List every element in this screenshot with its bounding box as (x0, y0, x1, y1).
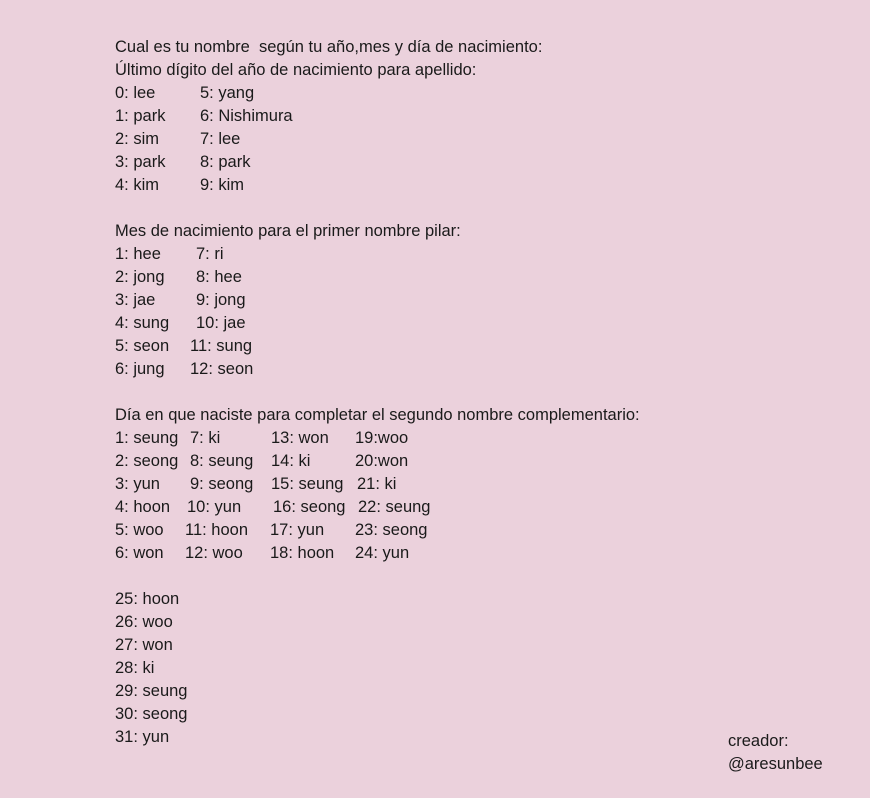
first-name-row (115, 358, 815, 381)
document-body (115, 36, 815, 749)
first-name-entry: 10: jae (196, 314, 246, 332)
second-name-row (115, 427, 815, 450)
second-name-entry: 19:woo (355, 429, 409, 447)
second-name-entry: 9: seong (190, 475, 254, 493)
first-name-row (115, 312, 815, 335)
second-name-entry: 20:won (355, 452, 409, 470)
first-name-row (115, 243, 815, 266)
second-name-entry: 1: seung (115, 429, 179, 447)
first-name-entry: 8: hee (196, 268, 242, 286)
second-name-entry: 15: seung (271, 475, 344, 493)
second-name-entry: 13: won (271, 429, 329, 447)
creator-handle: @aresunbee (728, 755, 823, 773)
second-name-row (115, 519, 815, 542)
surname-entry: 3: park (115, 153, 166, 171)
second-name-entry: 21: ki (357, 475, 397, 493)
creator-credit (728, 730, 823, 776)
surname-entry: 8: park (200, 153, 251, 171)
surname-entry: 0: lee (115, 84, 156, 102)
surname-row (115, 82, 815, 105)
second-name-entry: 2: seong (115, 452, 179, 470)
surname-row (115, 128, 815, 151)
second-name-entry: 17: yun (270, 521, 325, 539)
surname-entry: 5: yang (200, 84, 255, 102)
second-name-entry: 22: seung (358, 498, 431, 516)
second-name-entry: 18: hoon (270, 544, 335, 562)
list-item: 28: ki (115, 659, 155, 677)
second-name-entry: 16: seong (273, 498, 346, 516)
second-name-extra-list (115, 588, 815, 749)
second-name-entry: 3: yun (115, 475, 160, 493)
first-name-entry: 1: hee (115, 245, 161, 263)
first-name-row (115, 266, 815, 289)
second-name-entry: 23: seong (355, 521, 428, 539)
second-name-entry: 5: woo (115, 521, 164, 539)
first-name-row (115, 335, 815, 358)
second-name-table (115, 427, 815, 565)
first-name-entry: 3: jae (115, 291, 156, 309)
second-name-entry: 4: hoon (115, 498, 171, 516)
first-name-entry: 5: seon (115, 337, 170, 355)
list-item: 25: hoon (115, 590, 180, 608)
second-name-entry: 14: ki (271, 452, 311, 470)
spacer (115, 381, 815, 404)
surname-table (115, 82, 815, 197)
surname-row (115, 105, 815, 128)
second-name-row (115, 473, 815, 496)
spacer (115, 565, 815, 588)
second-name-row (115, 496, 815, 519)
first-name-entry: 7: ri (196, 245, 224, 263)
surname-entry: 9: kim (200, 176, 245, 194)
second-name-entry: 24: yun (355, 544, 410, 562)
first-name-entry: 2: jong (115, 268, 165, 286)
second-name-row (115, 450, 815, 473)
surname-entry: 4: kim (115, 176, 160, 194)
surname-entry: 1: park (115, 107, 166, 125)
list-item: 29: seung (115, 682, 188, 700)
first-name-entry: 6: jung (115, 360, 165, 378)
second-name-entry: 11: hoon (185, 521, 249, 539)
list-item: 26: woo (115, 613, 173, 631)
list-item: 30: seong (115, 705, 188, 723)
first-name-entry: 12: seon (190, 360, 254, 378)
second-name-entry: 12: woo (185, 544, 243, 562)
second-name-row (115, 542, 815, 565)
second-name-entry: 6: won (115, 544, 164, 562)
first-name-entry: 11: sung (190, 337, 253, 355)
surname-entry: 7: lee (200, 130, 241, 148)
second-name-entry: 8: seung (190, 452, 254, 470)
first-name-heading: Mes de nacimiento para el primer nombre pilar: (115, 222, 461, 240)
surname-entry: 6: Nishimura (200, 107, 293, 125)
list-item: 27: won (115, 636, 173, 654)
first-name-entry: 9: jong (196, 291, 246, 309)
surname-entry: 2: sim (115, 130, 160, 148)
second-name-entry: 7: ki (190, 429, 221, 447)
first-name-row (115, 289, 815, 312)
second-name-heading: Día en que naciste para completar el segundo nombre complementario: (115, 406, 640, 424)
first-name-entry: 4: sung (115, 314, 170, 332)
creator-label: creador: (728, 732, 789, 750)
surname-heading: Último dígito del año de nacimiento para apellido: (115, 61, 477, 79)
spacer (115, 197, 815, 220)
surname-row (115, 174, 815, 197)
list-item: 31: yun (115, 728, 170, 746)
first-name-table (115, 243, 815, 381)
second-name-entry: 10: yun (187, 498, 242, 516)
title: Cual es tu nombre según tu año,mes y día de nacimiento: (115, 38, 543, 56)
surname-row (115, 151, 815, 174)
